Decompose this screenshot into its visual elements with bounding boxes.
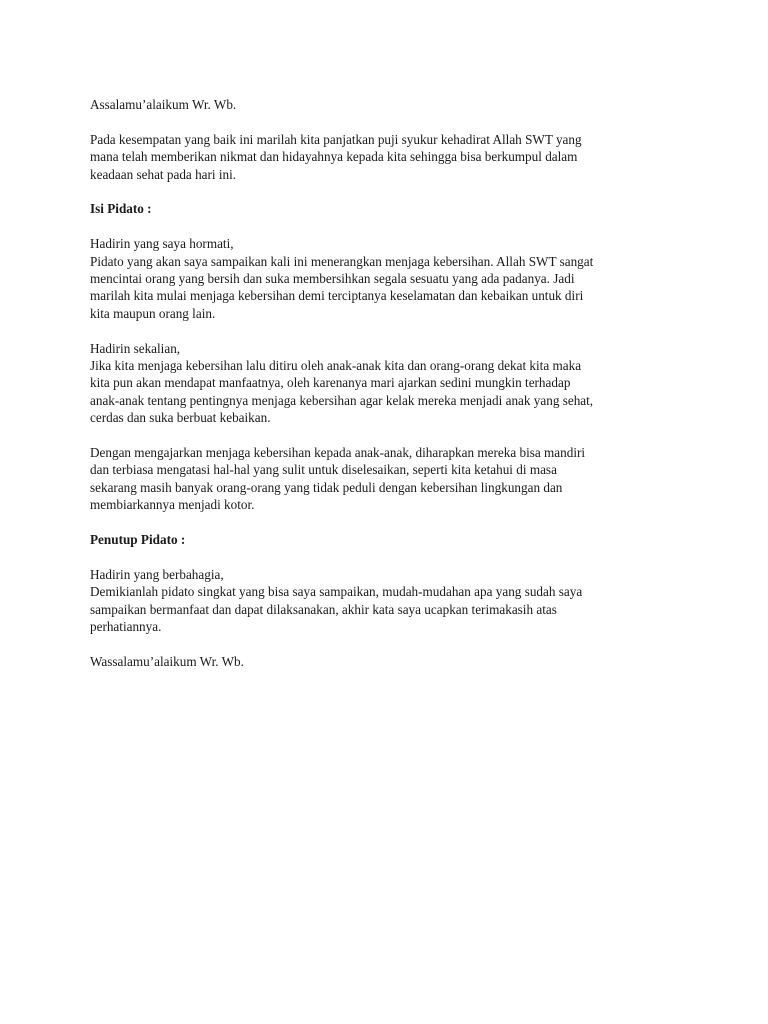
section-heading: Penutup Pidato : — [90, 532, 186, 548]
paragraph-line: sekarang masih banyak orang-orang yang tidak peduli dengan kebersihan lingkungan dan — [90, 479, 563, 495]
paragraph-line: Dengan mengajarkan menjaga kebersihan kepada anak-anak, diharapkan mereka bisa mandiri — [90, 445, 586, 461]
paragraph-line: keadaan sehat pada hari ini. — [90, 166, 237, 182]
paragraph-line: Pidato yang akan saya sampaikan kali ini menerangkan menjaga kebersihan. Allah SWT sangat — [90, 253, 594, 269]
isi-paragraph-1 — [90, 235, 690, 322]
paragraph-line: perhatiannya. — [90, 619, 162, 635]
isi-pidato-heading — [90, 200, 690, 217]
isi-paragraph-2 — [90, 340, 690, 427]
paragraph-line: kita maupun orang lain. — [90, 305, 216, 321]
opening-paragraph — [90, 131, 690, 183]
greeting-text: Assalamu’alaikum Wr. Wb. — [90, 97, 237, 112]
paragraph-line: sampaikan bermanfaat dan dapat dilaksanakan, akhir kata saya ucapkan terimakasih atas — [90, 601, 557, 617]
paragraph-line: mencintai orang yang bersih dan suka membersihkan segala sesuatu yang ada padanya. Jadi — [90, 271, 575, 287]
paragraph-line: cerdas dan suka berbuat kebaikan. — [90, 410, 271, 426]
paragraph-line: mana telah memberikan nikmat dan hidayahnya kepada kita sehingga bisa berkumpul dalam — [90, 149, 578, 165]
section-heading: Isi Pidato : — [90, 201, 152, 217]
paragraph-line: anak-anak tentang pentingnya menjaga kebersihan agar kelak mereka menjadi anak yang sehat, — [90, 392, 594, 408]
paragraph-line: Demikianlah pidato singkat yang bisa saya sampaikan, mudah-mudahan apa yang sudah saya — [90, 584, 583, 600]
penutup-paragraph — [90, 566, 690, 636]
paragraph-line: Hadirin yang berbahagia, — [90, 566, 224, 582]
greeting — [90, 96, 690, 113]
paragraph-line: kita pun akan mendapat manfaatnya, oleh karenanya mari ajarkan sedini mungkin terhadap — [90, 375, 571, 391]
paragraph-line: marilah kita mulai menjaga kebersihan demi terciptanya keselamatan dan kebaikan untuk diri — [90, 288, 584, 304]
closing — [90, 653, 690, 670]
penutup-pidato-heading — [90, 531, 690, 548]
isi-paragraph-3 — [90, 444, 690, 514]
paragraph-line: Pada kesempatan yang baik ini marilah kita panjatkan puji syukur kehadirat Allah SWT yang — [90, 131, 582, 147]
paragraph-line: Jika kita menjaga kebersihan lalu ditiru oleh anak-anak kita dan orang-orang dekat kita maka — [90, 358, 582, 374]
paragraph-line: dan terbiasa mengatasi hal-hal yang sulit untuk diselesaikan, seperti kita ketahui di masa — [90, 462, 557, 478]
paragraph-line: Hadirin yang saya hormati, — [90, 236, 234, 252]
paragraph-line: membiarkannya menjadi kotor. — [90, 497, 255, 513]
closing-text: Wassalamu’alaikum Wr. Wb. — [90, 653, 244, 669]
paragraph-line: Hadirin sekalian, — [90, 340, 181, 356]
document-body — [90, 96, 690, 688]
